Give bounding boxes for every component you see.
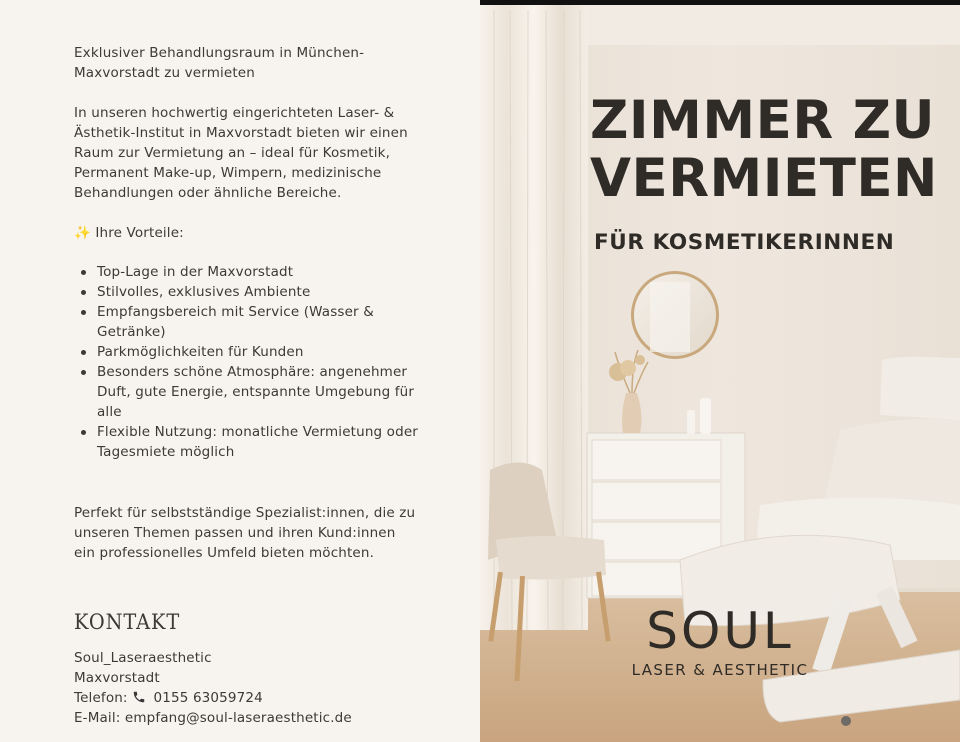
- kontakt-location: Maxvorstadt: [74, 670, 160, 686]
- headline-line-2: VERMIETEN: [590, 148, 938, 209]
- poster-panel: [480, 0, 960, 742]
- kontakt-heading: KONTAKT: [74, 610, 181, 634]
- phone-label: Telefon:: [74, 690, 128, 706]
- list-item: Parkmöglichkeiten für Kunden: [97, 342, 419, 362]
- kontakt-block: [74, 648, 352, 728]
- kontakt-email-row: [74, 708, 352, 728]
- poster-headline: [590, 92, 950, 208]
- vorteile-heading: [74, 223, 419, 243]
- vorteile-label: Ihre Vorteile:: [95, 225, 184, 241]
- brand-name: SOUL: [646, 602, 794, 660]
- kontakt-name: Soul_Laseraesthetic: [74, 650, 212, 666]
- headline-line-1: ZIMMER ZU: [590, 90, 936, 151]
- list-item: Empfangsbereich mit Service (Wasser & Getränke): [97, 302, 419, 342]
- brand-logo: [600, 602, 840, 679]
- intro-title: Exklusiver Behandlungsraum in München-Maxvorstadt zu vermieten: [74, 45, 365, 81]
- brand-tagline: LASER & AESTHETIC: [631, 661, 809, 679]
- list-item: Stilvolles, exklusives Ambiente: [97, 282, 419, 302]
- poster-subline: FÜR KOSMETIKERINNEN: [594, 230, 895, 255]
- phone-icon: [132, 690, 146, 704]
- kontakt-phone-row: [74, 688, 352, 708]
- top-bar: [480, 0, 960, 5]
- benefits-list: [74, 262, 419, 462]
- outro-text: Perfekt für selbstständige Spezialist:innen, die zu unseren Themen passen und ihren Kund:innen ein professionelles Umfeld bieten möchten.: [74, 505, 416, 561]
- list-item: Besonders schöne Atmosphäre: angenehmer Duft, gute Energie, entspannte Umgebung für alle: [97, 362, 419, 422]
- list-item: Top-Lage in der Maxvorstadt: [97, 262, 419, 282]
- intro-body: In unseren hochwertig eingerichteten Laser- & Ästhetik-Institut in Maxvorstadt bieten wir einen Raum zur Vermietung an – ideal für Kosmetik, Permanent Make-up, Wimpern, medizinische Behandlungen oder ähnliche Bereiche.: [74, 105, 408, 201]
- sparkles-icon: ✨: [74, 225, 91, 241]
- list-item: Flexible Nutzung: monatliche Vermietung oder Tagesmiete möglich: [97, 424, 418, 460]
- phone-link[interactable]: 0155 63059724: [153, 690, 263, 706]
- email-label: E-Mail:: [74, 710, 121, 726]
- email-link[interactable]: empfang@soul-laseraesthetic.de: [124, 710, 352, 726]
